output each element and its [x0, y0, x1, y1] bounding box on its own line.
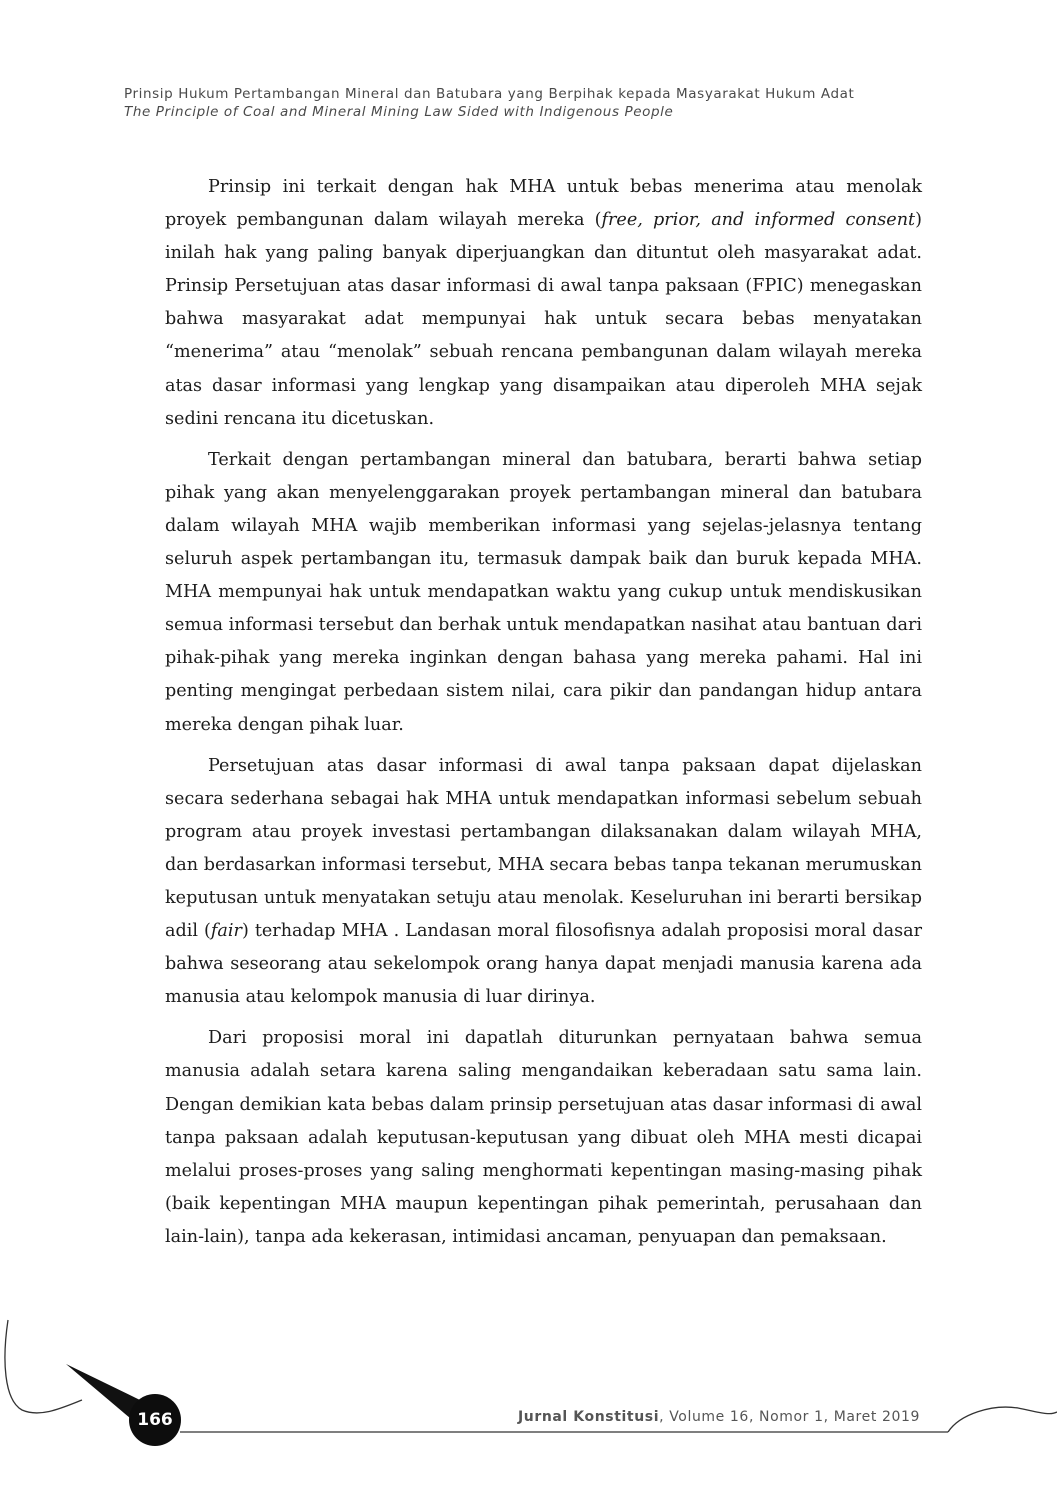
paragraph-1-text-b: ) inilah hak yang paling banyak diperjuangkan dan dituntut oleh masyarakat adat. Prinsip Persetujuan atas dasar informasi di awal tanpa paksaan (FPIC) menegaskan bahwa masyarakat adat mempunyai hak untuk secara bebas menyatakan “menerima” atau “menolak” sebuah rencana pembangunan dalam wilayah mereka atas dasar informasi yang lengkap yang disampaikan atau diperoleh MHA sejak sedini rencana itu dicetuskan.: [165, 210, 922, 429]
running-head-title-id: Prinsip Hukum Pertambangan Mineral dan Batubara yang Berpihak kepada Masyarakat Hukum Adat: [124, 86, 855, 102]
paragraph-3-text-b: ) terhadap MHA . Landasan moral filosofisnya adalah proposisi moral dasar bahwa seseorang atau sekelompok orang hanya dapat menjadi manusia karena ada manusia atau kelompok manusia di luar dirinya.: [165, 921, 922, 1008]
page-number: 166: [137, 1410, 173, 1430]
paragraph-3: [165, 750, 922, 1015]
page-number-badge: [129, 1394, 181, 1446]
paragraph-4: Dari proposisi moral ini dapatlah diturunkan pernyataan bahwa semua manusia adalah setara karena saling mengandaikan keberadaan satu sama lain. Dengan demikian kata bebas dalam prinsip persetujuan atas dasar informasi di awal tanpa paksaan adalah keputusan-keputusan yang dibuat oleh MHA mesti dicapai melalui proses-proses yang saling menghormati kepentingan masing-masing pihak (baik kepentingan MHA maupun kepentingan pihak pemerintah, perusahaan dan lain-lain), tanpa ada kekerasan, intimidasi ancaman, penyuapan dan pemaksaan.: [165, 1028, 922, 1247]
paragraph-1-italic: free, prior, and informed consent: [601, 210, 916, 231]
paragraph-3-italic: fair: [210, 921, 242, 942]
journal-name: Jurnal Konstitusi: [517, 1409, 660, 1425]
running-head: [124, 85, 884, 121]
running-head-title-en: The Principle of Coal and Mineral Mining Law Sided with Indigenous People: [124, 104, 674, 120]
paragraph-2: Terkait dengan pertambangan mineral dan batubara, berarti bahwa setiap pihak yang akan menyelenggarakan proyek pertambangan mineral dan batubara dalam wilayah MHA wajib memberikan informasi yang sejelas-jelasnya tentang seluruh aspek pertambangan itu, termasuk dampak baik dan buruk kepada MHA. MHA mempunyai hak untuk mendapatkan waktu yang cukup untuk mendiskusikan semua informasi tersebut dan berhak untuk mendapatkan nasihat atau bantuan dari pihak-pihak yang mereka inginkan dengan bahasa yang mereka pahami. Hal ini penting mengingat perbedaan sistem nilai, cara pikir dan pandangan hidup antara mereka dengan pihak luar.: [165, 449, 922, 735]
right-curl-line: [948, 1407, 1057, 1432]
article-body: [165, 171, 922, 1262]
journal-footer: [360, 1409, 920, 1425]
paragraph-1: [165, 171, 922, 436]
journal-issue: , Volume 16, Nomor 1, Maret 2019: [659, 1409, 920, 1425]
paragraph-3-text-a: Persetujuan atas dasar informasi di awal tanpa paksaan dapat dijelaskan secara sederhana sebagai hak MHA untuk mendapatkan informasi sebelum sebuah program atau proyek investasi pertambangan dilaksanakan dalam wilayah MHA, dan berdasarkan informasi tersebut, MHA secara bebas tanpa tekanan merumuskan keputusan untuk menyatakan setuju atau menolak. Keseluruhan ini berarti bersikap adil (: [165, 755, 922, 942]
paragraph-1-text-a: Prinsip ini terkait dengan hak MHA untuk bebas menerima atau menolak proyek pembangunan dalam wilayah mereka (: [165, 177, 922, 231]
